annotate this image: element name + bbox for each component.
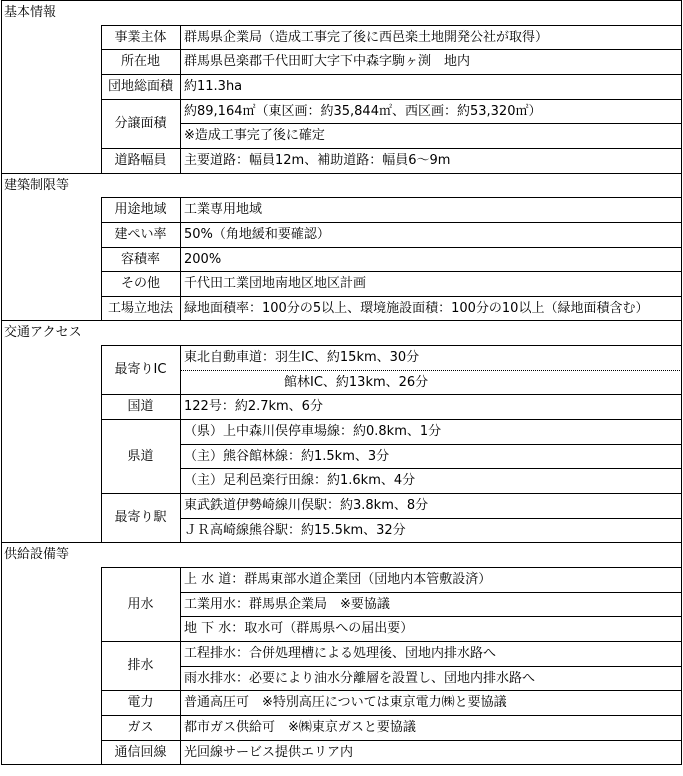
field-label: 道路幅員: [114, 153, 167, 168]
value-line-rule: [180, 592, 682, 593]
field-value: 群馬県企業局（造成工事完了後に西邑楽土地開発公社が取得）: [184, 30, 549, 45]
field-value: 東北自動車道：羽生IC、約15km、30分: [184, 350, 420, 365]
group-rule: [101, 740, 682, 741]
label-col-left: [101, 197, 102, 321]
label-col-left: [101, 25, 102, 174]
field-value: 約11.3ha: [184, 79, 243, 94]
field-label: ガス: [127, 720, 154, 735]
section-header-rule: [101, 197, 682, 198]
label-col-right: [180, 197, 181, 321]
value-line-rule: [180, 123, 682, 124]
section-header-rule: [101, 25, 682, 26]
group-rule: [101, 764, 682, 765]
field-value: 光回線サービス提供エリア内: [184, 745, 354, 760]
group-rule: [101, 690, 682, 691]
field-label: 最寄り駅: [114, 510, 167, 525]
field-label: 排水: [127, 658, 154, 673]
label-col-left: [101, 567, 102, 765]
value-line-rule: [180, 370, 682, 371]
field-value: 工業専用地域: [184, 202, 263, 217]
group-rule: [101, 74, 682, 75]
field-label: 分譲面積: [114, 116, 167, 131]
field-label: 事業主体: [114, 30, 167, 45]
field-value: ＪＲ高崎線熊谷駅：約15.5km、32分: [184, 523, 406, 538]
field-value: 地 下 水：取水可（群馬県への届出要）: [184, 621, 414, 636]
field-value: 群馬県邑楽郡千代田町大字下中森字駒ヶ渕 地内: [184, 54, 471, 69]
field-value: 千代田工業団地南地区地区計画: [184, 276, 367, 291]
field-label: 最寄りIC: [114, 362, 167, 377]
value-line-rule: [180, 666, 682, 667]
group-rule: [101, 493, 682, 494]
field-value: 50%（角地緩和要確認）: [184, 227, 330, 242]
field-label: 所在地: [120, 54, 160, 69]
field-label: 用途地域: [114, 202, 167, 217]
section-rule: [1, 320, 682, 321]
field-value: 工業用水：群馬県企業局 ※要協議: [184, 597, 390, 612]
group-rule: [101, 99, 682, 100]
field-value: 緑地面積率：100分の5以上、環境施設面積：100分の10以上（緑地面積含む）: [184, 301, 649, 316]
field-value: 約89,164㎡（東区画：約35,844㎡、西区画：約53,320㎡）: [184, 104, 542, 119]
section-header-rule: [101, 567, 682, 568]
group-rule: [101, 296, 682, 297]
section-rule: [1, 173, 682, 174]
frame-right: [681, 0, 682, 765]
field-label: 用水: [127, 597, 154, 612]
group-rule: [101, 394, 682, 395]
field-label: 電力: [127, 695, 154, 710]
group-rule: [101, 641, 682, 642]
field-value: （主）熊谷館林線：約1.5km、3分: [184, 449, 390, 464]
group-rule: [101, 49, 682, 50]
frame-left: [1, 0, 2, 765]
field-label: その他: [120, 276, 160, 291]
label-col-right: [180, 25, 181, 174]
section-title: 建築制限等: [4, 178, 70, 193]
section-rule: [1, 542, 682, 543]
field-value: ※造成工事完了後に確定: [184, 128, 325, 143]
field-value: 主要道路：幅員12m、補助道路：幅員6～9m: [184, 153, 451, 168]
value-line-rule: [180, 444, 682, 445]
field-value: 都市ガス供給可 ※㈱東京ガスと要協議: [184, 720, 416, 735]
field-label: 通信回線: [114, 745, 167, 760]
value-line-rule: [180, 616, 682, 617]
field-value: 200%: [184, 252, 222, 267]
label-col-right: [180, 567, 181, 765]
field-value: 館林IC、約13km、26分: [284, 375, 429, 390]
field-label: 建ぺい率: [114, 227, 167, 242]
label-col-left: [101, 345, 102, 543]
field-value: 普通高圧可 ※特別高圧については東京電力㈱と要協議: [184, 695, 507, 710]
field-value: 122号：約2.7km、6分: [184, 399, 323, 414]
field-label: 県道: [127, 449, 154, 464]
group-rule: [101, 419, 682, 420]
group-rule: [101, 148, 682, 149]
section-title: 供給設備等: [4, 547, 70, 562]
field-label: 団地総面積: [107, 79, 173, 94]
field-label: 容積率: [120, 252, 160, 267]
group-rule: [101, 271, 682, 272]
section-title: 交通アクセス: [4, 325, 82, 340]
label-col-right: [180, 345, 181, 543]
value-line-rule: [180, 468, 682, 469]
value-line-rule: [180, 518, 682, 519]
field-value: （主）足利邑楽行田線：約1.6km、4分: [184, 473, 416, 488]
field-value: 雨水排水：必要により油水分離層を設置し、団地内排水路へ: [184, 671, 536, 686]
section-title: 基本情報: [4, 5, 57, 20]
field-label: 国道: [127, 399, 154, 414]
group-rule: [101, 247, 682, 248]
field-label: 工場立地法: [107, 301, 173, 316]
field-value: 工程排水：合併処理槽による処理後、団地内排水路へ: [184, 646, 497, 661]
group-rule: [101, 222, 682, 223]
field-value: 東武鉄道伊勢崎線川俣駅：約3.8km、8分: [184, 498, 429, 513]
section-header-rule: [101, 345, 682, 346]
frame-top: [1, 0, 682, 1]
field-value: （県）上中森川俣停車場線：約0.8km、1分: [184, 424, 442, 439]
group-rule: [101, 715, 682, 716]
field-value: 上 水 道：群馬東部水道企業団（団地内本管敷設済）: [184, 572, 492, 587]
